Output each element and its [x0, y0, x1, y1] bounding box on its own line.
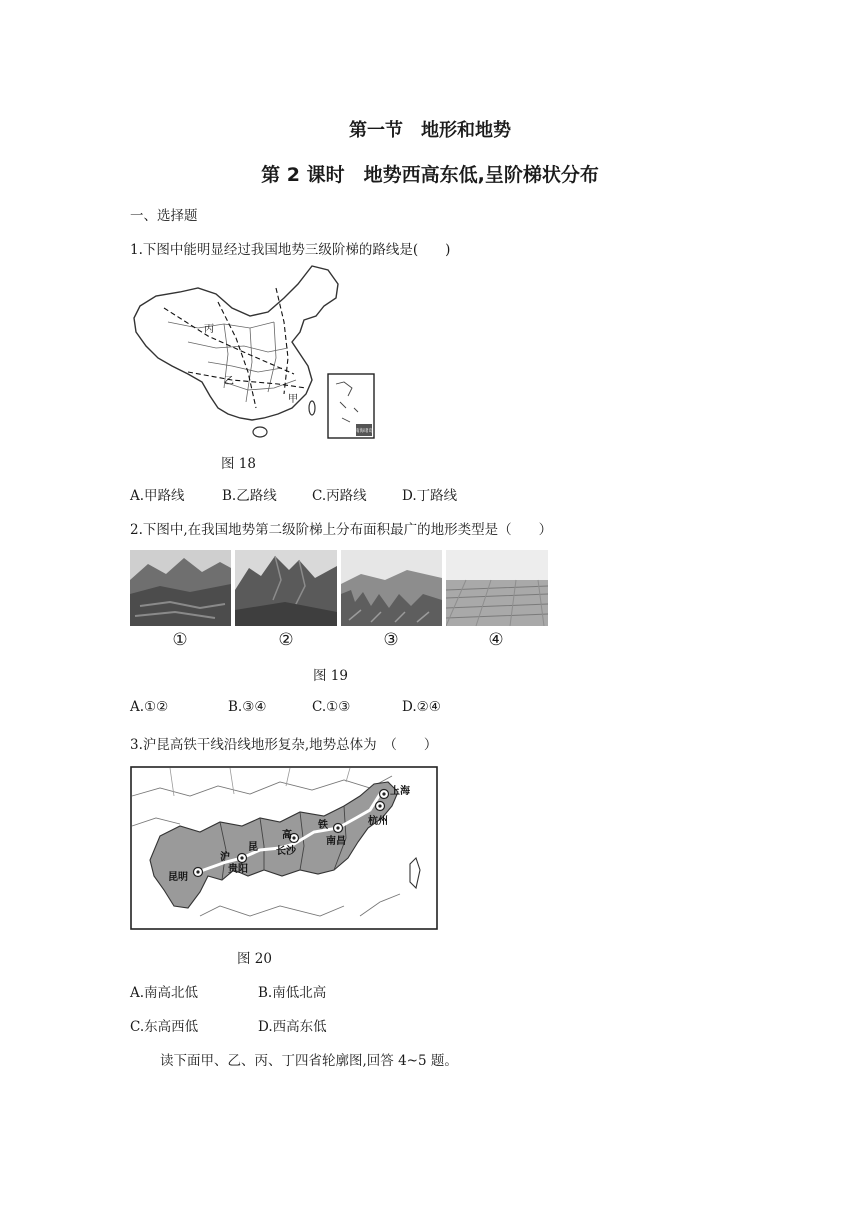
city-label-shanghai: 上海 [390, 786, 410, 797]
reading-prompt: 读下面甲、乙、丙、丁四省轮廓图,回答 4~5 题。 [160, 1053, 458, 1069]
lesson-title: 第 2 课时 地势西高东低,呈阶梯状分布 [261, 164, 599, 186]
landform-photo-4 [446, 550, 548, 626]
q3-figure-caption: 图 20 [237, 951, 272, 967]
photo-label-1: ① [172, 630, 188, 650]
city-label-kunming: 昆明 [168, 872, 188, 883]
route-label-yi: 乙 [224, 376, 234, 387]
section-title: 第一节 地形和地势 [349, 120, 511, 141]
q3-option-c[interactable]: C.东高西低 [130, 1019, 199, 1035]
q1-figure-caption: 图 18 [221, 456, 256, 472]
q2-stem: 2.下图中,在我国地势第二级阶梯上分布面积最广的地形类型是（ ） [130, 522, 553, 538]
q2-option-a[interactable]: A.①② [130, 699, 169, 715]
q1-option-d[interactable]: D.丁路线 [402, 488, 458, 504]
rail-label-gao: 高 [282, 830, 292, 841]
city-label-guiyang: 贵阳 [228, 864, 248, 875]
photo-label-3: ③ [383, 630, 399, 650]
q2-option-c[interactable]: C.①③ [312, 699, 351, 715]
q3-option-a[interactable]: A.南高北低 [130, 985, 199, 1001]
q1-stem: 1.下图中能明显经过我国地势三级阶梯的路线是( ) [130, 242, 451, 258]
city-label-nanchang: 南昌 [326, 836, 346, 847]
q1-option-c[interactable]: C.丙路线 [312, 488, 367, 504]
landform-photo-1 [130, 550, 231, 626]
q3-stem: 3.沪昆高铁干线沿线地形复杂,地势总体为 （ ） [130, 737, 438, 753]
rail-label-kun: 昆 [248, 842, 258, 853]
photo-label-2: ② [278, 630, 294, 650]
inset-label: 南海诸岛 [355, 429, 373, 434]
q3-option-d[interactable]: D.西高东低 [258, 1019, 327, 1035]
q3-option-b[interactable]: B.南低北高 [258, 985, 327, 1001]
photo-label-4: ④ [488, 630, 504, 650]
city-label-changsha: 长沙 [276, 846, 296, 857]
q2-option-b[interactable]: B.③④ [228, 699, 267, 715]
rail-label-tie: 铁 [318, 820, 328, 831]
hukun-railway-map [130, 766, 438, 930]
q1-option-b[interactable]: B.乙路线 [222, 488, 277, 504]
city-label-hangzhou: 杭州 [368, 816, 388, 827]
route-label-bing: 丙 [204, 324, 214, 335]
q2-option-d[interactable]: D.②④ [402, 699, 441, 715]
rail-label-hu: 沪 [220, 852, 230, 863]
landform-photo-2 [235, 550, 337, 626]
route-label-jia: 甲 [288, 394, 298, 405]
china-route-map [128, 262, 378, 442]
q1-option-a[interactable]: A.甲路线 [130, 488, 185, 504]
part-heading: 一、选择题 [130, 208, 198, 224]
landform-photo-3 [341, 550, 442, 626]
q2-figure-caption: 图 19 [313, 668, 348, 684]
